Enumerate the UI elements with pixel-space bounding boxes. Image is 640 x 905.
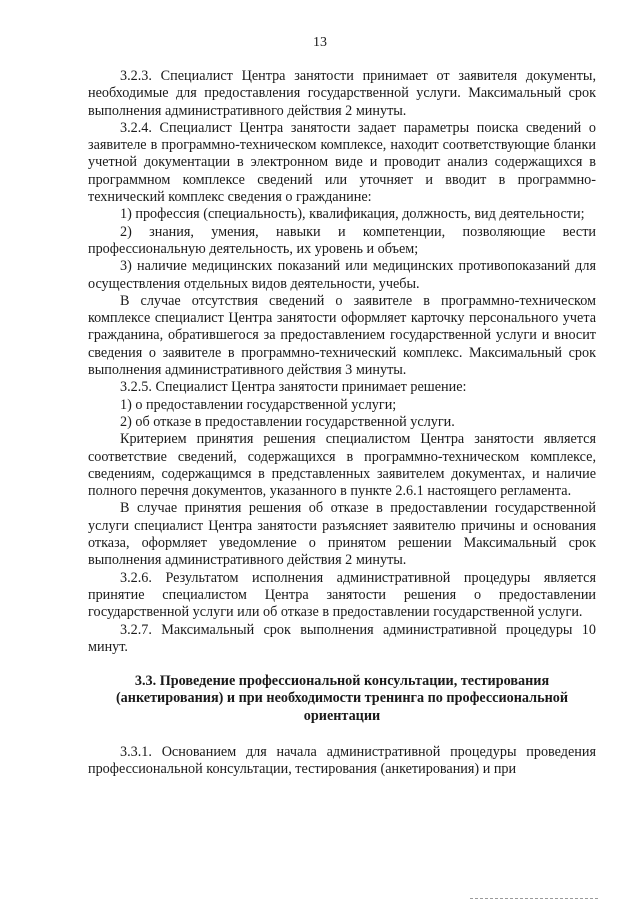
paragraph-3-2-4: 3.2.4. Специалист Центра занятости задает параметры поиска сведений о заявителе в программно-техническом комплексе, находит соответствующие бланки учетной документации в электронном виде и проводит анализ содержащихся в программном комплексе сведений или уточняет и вводит в программно-технический комплекс сведения о гражданине: [88,119,596,206]
list-item-grant: 1) о предоставлении государственной услуги; [120,396,397,413]
section-title: 3.3. Проведение профессиональной консультации, тестирования (анкетирования) и при необходимости тренинга по профессиональной ориентации [115,673,569,724]
list-item-skills: 2) знания, умения, навыки и компетенции, позволяющие вести профессиональную деятельность, их уровень и объем; [88,223,596,257]
paragraph-3-2-3: 3.2.3. Специалист Центра занятости принимает от заявителя документы, необходимые для предоставления государственной услуги. Максимальный срок выполнения административного действия 2 минуты. [88,68,596,119]
paragraph-3-2-5: 3.2.5. Специалист Центра занятости принимает решение: [120,379,467,396]
paragraph-refusal-case: В случае принятия решения об отказе в предоставлении государственной услуги специалист Центра занятости разъясняет заявителю причины и основания отказа, оформляет уведомление о принятом решении Максимальный срок выполнения административного действия 2 минуты. [88,500,596,569]
list-item-medical: 3) наличие медицинских показаний или медицинских противопоказаний для осуществления отдельных видов деятельности, учебы. [88,258,596,292]
document-body [88,68,596,779]
paragraph-3-2-6: 3.2.6. Результатом исполнения административной процедуры является принятие специалистом Центра занятости решения о предоставлении государственной услуги или об отказе в предоставлении государственной услуги. [88,569,596,621]
scan-mark-line [470,898,598,899]
list-item-refuse: 2) об отказе в предоставлении государственной услуги. [120,413,455,430]
paragraph-absence-of-data: В случае отсутствия сведений о заявителе в программно-техническом комплексе специалист Центра занятости оформляет карточку персонального учета гражданина, обратившегося за предоставлением государственной услуги и вносит сведения о заявителе в программно-технический комплекс. Максимальный срок выполнения административного действия 3 минуты. [88,292,596,379]
paragraph-3-2-7: 3.2.7. Максимальный срок выполнения административной процедуры 10 минут. [88,621,596,655]
page-number: 13 [313,35,327,50]
paragraph-criterion: Критерием принятия решения специалистом Центра занятости является соответствие сведений, содержащихся в программно-техническом комплексе, сведениям, содержащимся в представленных заявителем документах, и наличие полного перечня документов, указанного в пункте 2.6.1 настоящего регламента. [88,431,596,500]
list-item-profession: 1) профессия (специальность), квалификация, должность, вид деятельности; [120,206,585,223]
paragraph-3-3-1: 3.3.1. Основанием для начала административной процедуры проведения профессиональной консультации, тестирования (анкетирования) и при [88,743,596,778]
